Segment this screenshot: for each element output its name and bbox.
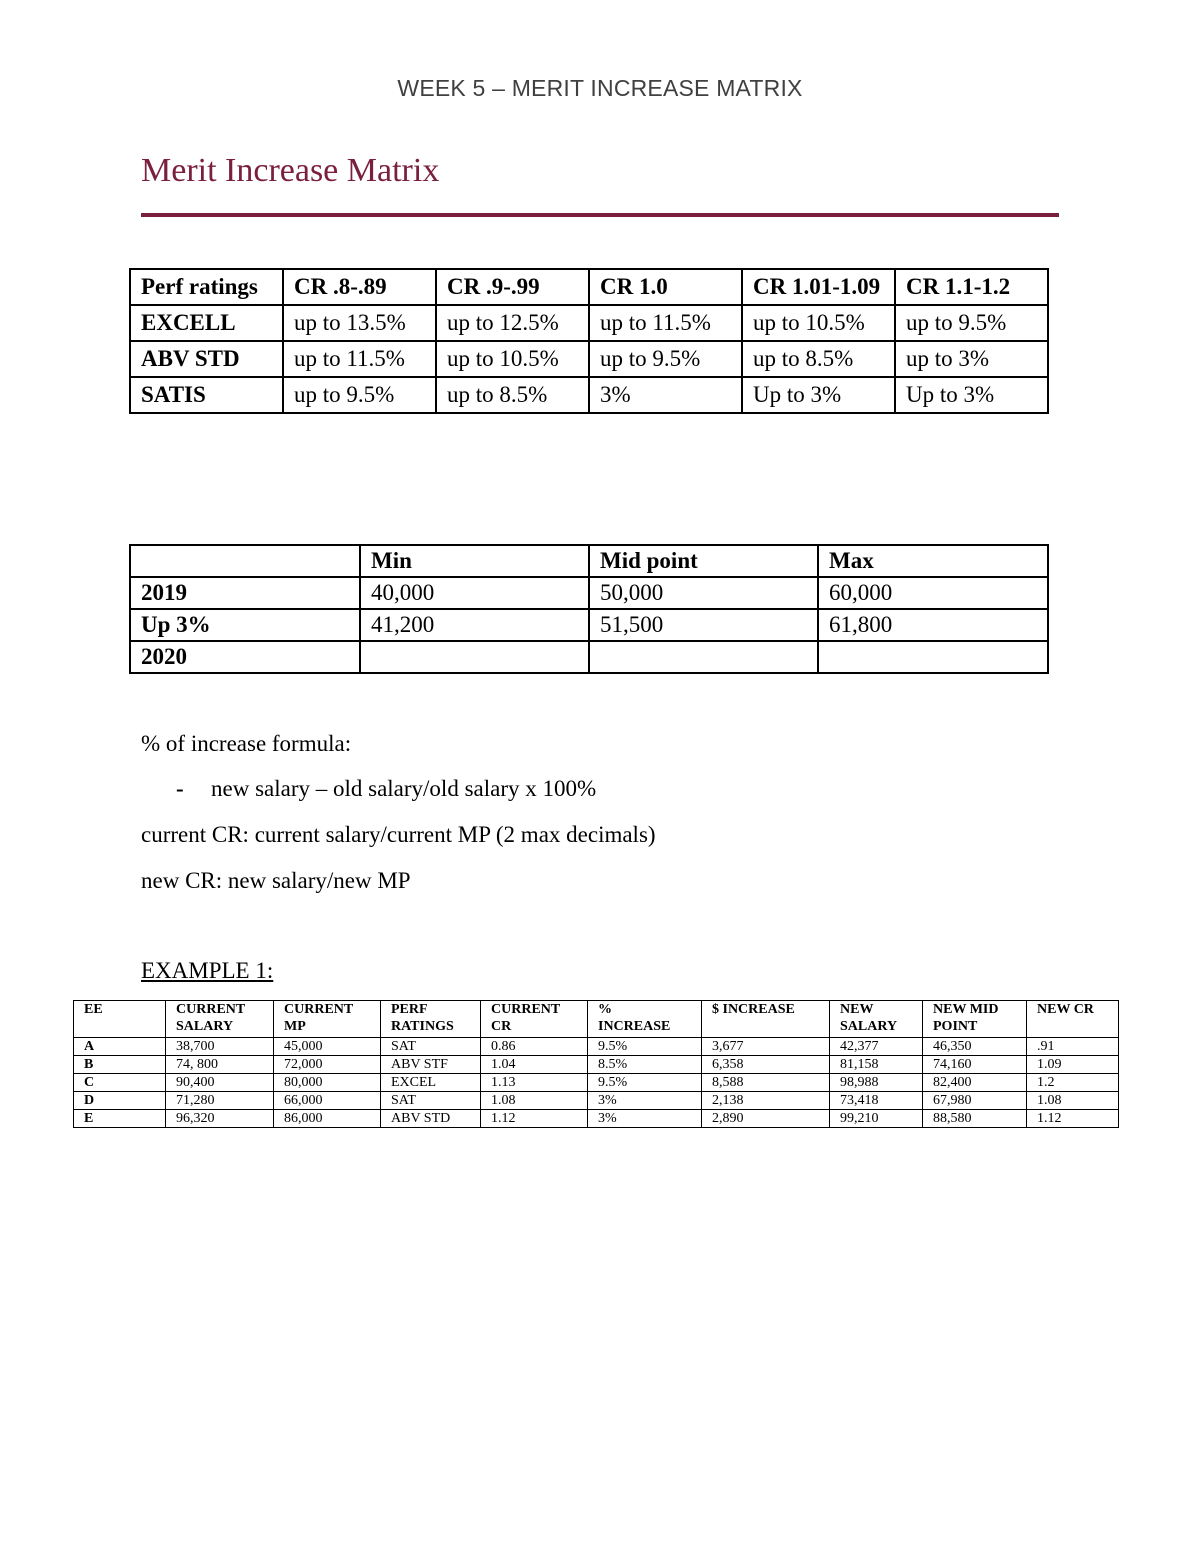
- example-cell: SAT: [381, 1038, 481, 1056]
- range-header-cell: Min: [360, 545, 589, 577]
- range-row-label: 2019: [130, 577, 360, 609]
- example-cell: 98,988: [830, 1074, 923, 1092]
- example-cell: 3%: [588, 1110, 702, 1128]
- example-cell: 66,000: [274, 1092, 381, 1110]
- example-cell: EXCEL: [381, 1074, 481, 1092]
- example-cell: 90,400: [166, 1074, 274, 1092]
- header-line: CURRENT: [176, 1002, 246, 1017]
- range-cell: 51,500: [589, 609, 818, 641]
- header-line: MP: [284, 1019, 306, 1034]
- range-header-row: [130, 545, 1048, 577]
- matrix-cell: up to 12.5%: [436, 305, 589, 341]
- matrix-cell: up to 8.5%: [742, 341, 895, 377]
- matrix-cell: up to 9.5%: [283, 377, 436, 413]
- matrix-cell: up to 11.5%: [283, 341, 436, 377]
- example-cell: 2,890: [702, 1110, 830, 1128]
- example-cell: 45,000: [274, 1038, 381, 1056]
- example-cell: SAT: [381, 1092, 481, 1110]
- example-cell: 0.86: [481, 1038, 588, 1056]
- example-cell: 80,000: [274, 1074, 381, 1092]
- range-header-cell: Max: [818, 545, 1048, 577]
- range-row-label: 2020: [130, 641, 360, 673]
- example-ee-cell: B: [74, 1056, 166, 1074]
- matrix-cell: up to 11.5%: [589, 305, 742, 341]
- header-line: $ INCREASE: [712, 1002, 795, 1017]
- example-cell: 82,400: [923, 1074, 1027, 1092]
- header-line: INCREASE: [598, 1019, 671, 1034]
- matrix-cell: up to 10.5%: [742, 305, 895, 341]
- example-cell: 72,000: [274, 1056, 381, 1074]
- range-cell: 50,000: [589, 577, 818, 609]
- matrix-row: [130, 341, 1048, 377]
- example-cell: 1.04: [481, 1056, 588, 1074]
- matrix-header-cell: CR 1.1-1.2: [895, 269, 1048, 305]
- header-line: CURRENT: [284, 1002, 354, 1017]
- example-header-cell: [830, 1001, 923, 1038]
- example-cell: ABV STF: [381, 1056, 481, 1074]
- example-cell: 42,377: [830, 1038, 923, 1056]
- header-line: CR: [491, 1019, 512, 1034]
- matrix-cell: up to 13.5%: [283, 305, 436, 341]
- matrix-row: [130, 305, 1048, 341]
- example-cell: 46,350: [923, 1038, 1027, 1056]
- increase-formula: new salary – old salary/old salary x 100%: [211, 776, 597, 801]
- range-header-cell: Mid point: [589, 545, 818, 577]
- example-row: [74, 1110, 1119, 1128]
- increase-formula-label: % of increase formula:: [141, 731, 352, 756]
- example-cell: ABV STD: [381, 1110, 481, 1128]
- example-cell: 8.5%: [588, 1056, 702, 1074]
- header-line: NEW MID: [933, 1002, 999, 1017]
- example-row: [74, 1038, 1119, 1056]
- matrix-cell: Up to 3%: [895, 377, 1048, 413]
- example-cell: 1.13: [481, 1074, 588, 1092]
- example-header-cell: [381, 1001, 481, 1038]
- example-header-cell: [74, 1001, 166, 1038]
- matrix-rating-cell: SATIS: [130, 377, 283, 413]
- example-header-cell: [923, 1001, 1027, 1038]
- example-cell: 74, 800: [166, 1056, 274, 1074]
- example-cell: 73,418: [830, 1092, 923, 1110]
- example-header-cell: [588, 1001, 702, 1038]
- matrix-rating-cell: EXCELL: [130, 305, 283, 341]
- example-cell: 86,000: [274, 1110, 381, 1128]
- example-cell: 9.5%: [588, 1074, 702, 1092]
- range-row: [130, 609, 1048, 641]
- range-row: [130, 641, 1048, 673]
- header-line: SALARY: [176, 1019, 234, 1034]
- example-cell: 1.12: [481, 1110, 588, 1128]
- example-cell: 1.09: [1027, 1056, 1119, 1074]
- matrix-header-cell: CR 1.01-1.09: [742, 269, 895, 305]
- example-cell: 1.08: [1027, 1092, 1119, 1110]
- range-cell: 60,000: [818, 577, 1048, 609]
- example-cell: 99,210: [830, 1110, 923, 1128]
- example-cell: 1.12: [1027, 1110, 1119, 1128]
- example-table: [73, 1000, 1119, 1128]
- header-line: PERF: [391, 1002, 428, 1017]
- header-line: NEW CR: [1037, 1002, 1094, 1017]
- document-title: Merit Increase Matrix: [141, 152, 440, 189]
- example-ee-cell: D: [74, 1092, 166, 1110]
- example-cell: 74,160: [923, 1056, 1027, 1074]
- range-cell: [818, 641, 1048, 673]
- matrix-header-cell: CR .8-.89: [283, 269, 436, 305]
- example-cell: 8,588: [702, 1074, 830, 1092]
- example-cell: 96,320: [166, 1110, 274, 1128]
- title-underline: [141, 213, 1059, 217]
- matrix-header-cell: CR 1.0: [589, 269, 742, 305]
- header-line: CURRENT: [491, 1002, 561, 1017]
- merit-matrix-table: [129, 268, 1049, 414]
- matrix-cell: up to 8.5%: [436, 377, 589, 413]
- example-header-cell: [481, 1001, 588, 1038]
- example-cell: 81,158: [830, 1056, 923, 1074]
- example-cell: 71,280: [166, 1092, 274, 1110]
- example-row: [74, 1056, 1119, 1074]
- range-row: [130, 577, 1048, 609]
- header-line: %: [598, 1002, 612, 1017]
- example-cell: 6,358: [702, 1056, 830, 1074]
- matrix-cell: up to 9.5%: [895, 305, 1048, 341]
- example-ee-cell: A: [74, 1038, 166, 1056]
- range-row-label: Up 3%: [130, 609, 360, 641]
- bullet-marker: -: [176, 776, 184, 801]
- example-header-cell: [166, 1001, 274, 1038]
- header-line: EE: [84, 1002, 103, 1017]
- example-cell: 9.5%: [588, 1038, 702, 1056]
- matrix-cell: up to 9.5%: [589, 341, 742, 377]
- example-cell: 1.2: [1027, 1074, 1119, 1092]
- page-header: WEEK 5 – MERIT INCREASE MATRIX: [397, 75, 803, 101]
- range-cell: 40,000: [360, 577, 589, 609]
- matrix-cell: up to 10.5%: [436, 341, 589, 377]
- range-header-cell: [130, 545, 360, 577]
- example-header-cell: [274, 1001, 381, 1038]
- header-line: SALARY: [840, 1019, 898, 1034]
- matrix-cell: Up to 3%: [742, 377, 895, 413]
- range-cell: [589, 641, 818, 673]
- matrix-header-cell: CR .9-.99: [436, 269, 589, 305]
- example-row: [74, 1074, 1119, 1092]
- example-row: [74, 1092, 1119, 1110]
- example-cell: 67,980: [923, 1092, 1027, 1110]
- matrix-cell: up to 3%: [895, 341, 1048, 377]
- salary-range-table: [129, 544, 1049, 674]
- example-cell: 88,580: [923, 1110, 1027, 1128]
- current-cr-formula: current CR: current salary/current MP (2 max decimals): [141, 822, 656, 847]
- matrix-header-cell: Perf ratings: [130, 269, 283, 305]
- range-cell: [360, 641, 589, 673]
- example-ee-cell: C: [74, 1074, 166, 1092]
- example-cell: 1.08: [481, 1092, 588, 1110]
- range-cell: 41,200: [360, 609, 589, 641]
- new-cr-formula: new CR: new salary/new MP: [141, 868, 411, 893]
- header-line: NEW: [840, 1002, 874, 1017]
- example-cell: 38,700: [166, 1038, 274, 1056]
- example-cell: 3%: [588, 1092, 702, 1110]
- matrix-header-row: [130, 269, 1048, 305]
- example-header-cell: [702, 1001, 830, 1038]
- range-cell: 61,800: [818, 609, 1048, 641]
- header-line: POINT: [933, 1019, 978, 1034]
- example-ee-cell: E: [74, 1110, 166, 1128]
- example-header-row: [74, 1001, 1119, 1038]
- example-cell: 3,677: [702, 1038, 830, 1056]
- example-cell: 2,138: [702, 1092, 830, 1110]
- example-cell: .91: [1027, 1038, 1119, 1056]
- header-line: RATINGS: [391, 1019, 454, 1034]
- matrix-cell: 3%: [589, 377, 742, 413]
- matrix-rating-cell: ABV STD: [130, 341, 283, 377]
- matrix-row: [130, 377, 1048, 413]
- example-header-cell: [1027, 1001, 1119, 1038]
- example-title: EXAMPLE 1:: [141, 958, 274, 983]
